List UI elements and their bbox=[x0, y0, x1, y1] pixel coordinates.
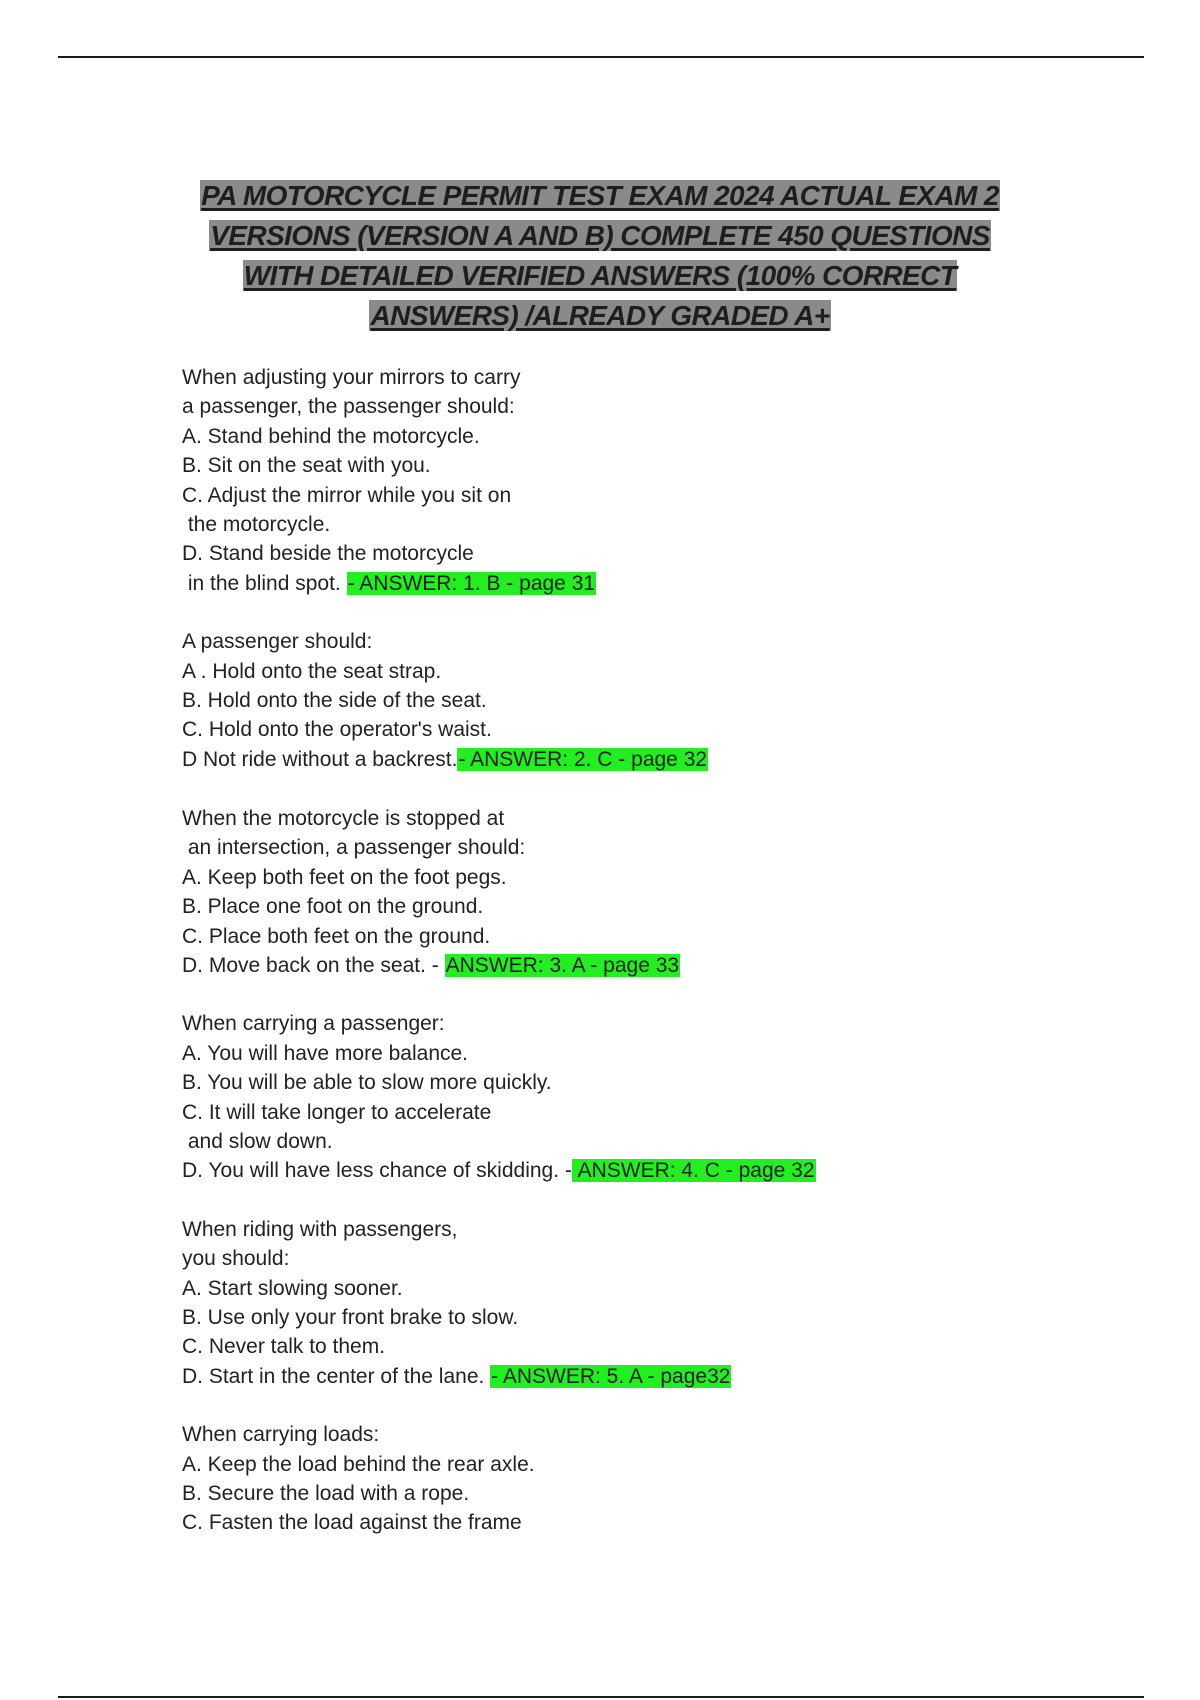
option-line: B. You will be able to slow more quickly. bbox=[182, 1071, 552, 1095]
answer-highlight: ANSWER: 3. A - page 33 bbox=[445, 954, 680, 978]
question-line: an intersection, a passenger should: bbox=[182, 836, 526, 860]
question-list bbox=[182, 363, 942, 1567]
title-line: ANSWERS) /ALREADY GRADED A+ bbox=[370, 300, 830, 331]
question-2 bbox=[182, 627, 942, 774]
option-line: B. Hold onto the side of the seat. bbox=[182, 688, 487, 712]
question-1 bbox=[182, 363, 942, 598]
option-text: D Not ride without a backrest. bbox=[182, 747, 458, 771]
question-5 bbox=[182, 1215, 942, 1391]
option-line: C. Adjust the mirror while you sit on bbox=[182, 483, 512, 507]
bottom-rule bbox=[58, 1696, 1144, 1698]
option-line: C. Hold onto the operator's waist. bbox=[182, 718, 492, 742]
option-line: B. Sit on the seat with you. bbox=[182, 454, 431, 478]
answer-highlight: - ANSWER: 5. A - page32 bbox=[491, 1364, 731, 1388]
question-line: When riding with passengers, bbox=[182, 1217, 458, 1241]
question-line: When carrying loads: bbox=[182, 1423, 380, 1447]
option-text: D. Start in the center of the lane. bbox=[182, 1364, 491, 1388]
option-line: C. It will take longer to accelerate bbox=[182, 1100, 492, 1124]
option-answer-line bbox=[182, 569, 942, 598]
question-3 bbox=[182, 804, 942, 980]
option-line: A . Hold onto the seat strap. bbox=[182, 659, 442, 683]
question-line: When carrying a passenger: bbox=[182, 1012, 445, 1036]
option-line: B. Secure the load with a rope. bbox=[182, 1481, 470, 1505]
title-line: PA MOTORCYCLE PERMIT TEST EXAM 2024 ACTUAL EXAM 2 bbox=[201, 180, 999, 211]
option-text: D. Move back on the seat. - bbox=[182, 954, 445, 978]
option-answer-line bbox=[182, 1156, 942, 1185]
option-text: in the blind spot. bbox=[182, 571, 347, 595]
question-line: you should: bbox=[182, 1247, 290, 1271]
option-line: A. Keep both feet on the foot pegs. bbox=[182, 865, 507, 889]
option-line: C. Never talk to them. bbox=[182, 1335, 386, 1359]
question-line: a passenger, the passenger should: bbox=[182, 395, 515, 419]
answer-highlight: ANSWER: 4. C - page 32 bbox=[572, 1159, 815, 1183]
question-4 bbox=[182, 1009, 942, 1185]
option-line: D. Stand beside the motorcycle bbox=[182, 542, 474, 566]
option-line: A. Start slowing sooner. bbox=[182, 1276, 403, 1300]
top-rule bbox=[58, 56, 1144, 58]
option-line: the motorcycle. bbox=[182, 512, 331, 536]
document-title bbox=[150, 176, 1050, 336]
title-line: WITH DETAILED VERIFIED ANSWERS (100% CORRECT bbox=[243, 260, 957, 291]
question-6 bbox=[182, 1420, 942, 1538]
option-line: A. You will have more balance. bbox=[182, 1041, 469, 1065]
option-line: B. Use only your front brake to slow. bbox=[182, 1305, 519, 1329]
answer-highlight: - ANSWER: 1. B - page 31 bbox=[347, 571, 596, 595]
option-answer-line bbox=[182, 1362, 942, 1391]
option-line: A. Stand behind the motorcycle. bbox=[182, 424, 480, 448]
option-answer-line bbox=[182, 745, 942, 774]
option-line: C. Place both feet on the ground. bbox=[182, 924, 491, 948]
option-line: and slow down. bbox=[182, 1129, 333, 1153]
answer-highlight: - ANSWER: 2. C - page 32 bbox=[458, 747, 708, 771]
question-line: When the motorcycle is stopped at bbox=[182, 807, 505, 831]
option-line: B. Place one foot on the ground. bbox=[182, 895, 484, 919]
option-line: C. Fasten the load against the frame bbox=[182, 1511, 522, 1535]
question-line: A passenger should: bbox=[182, 630, 373, 654]
option-text: D. You will have less chance of skidding. - bbox=[182, 1159, 572, 1183]
title-line: VERSIONS (VERSION A AND B) COMPLETE 450 QUESTIONS bbox=[210, 220, 990, 251]
option-answer-line bbox=[182, 951, 942, 980]
option-line: A. Keep the load behind the rear axle. bbox=[182, 1452, 535, 1476]
question-line: When adjusting your mirrors to carry bbox=[182, 366, 521, 389]
